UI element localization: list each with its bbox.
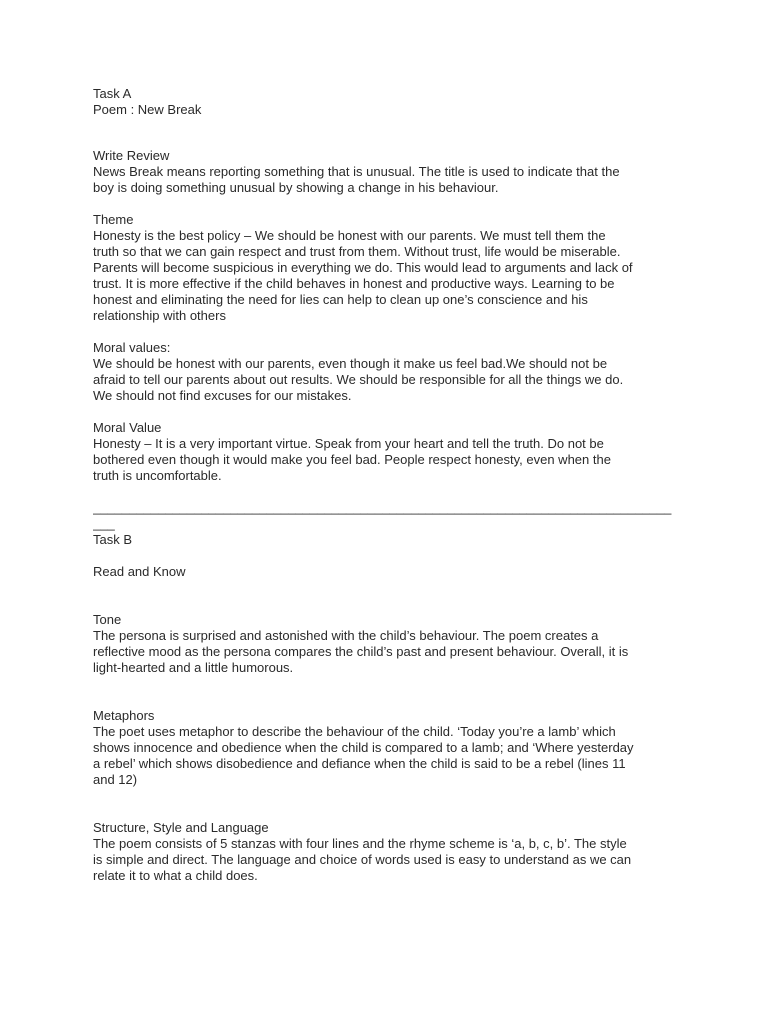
paragraph-line: truth is uncomfortable.	[93, 468, 222, 483]
document-body	[93, 86, 673, 884]
paragraph-line: We should be honest with our parents, even though it make us feel bad.We should not be	[93, 356, 608, 371]
paragraph-line: Honesty – It is a very important virtue. Speak from your heart and tell the truth. Do not be	[93, 436, 604, 451]
paragraph-line: The poet uses metaphor to describe the behaviour of the child. ‘Today you’re a lamb’ which	[93, 724, 616, 739]
section-structure-style-language	[93, 820, 673, 884]
separator-line: ___	[93, 516, 115, 531]
section-heading: Structure, Style and Language	[93, 820, 269, 835]
paragraph-line: light-hearted and a little humorous.	[93, 660, 294, 675]
section-heading: Write Review	[93, 148, 170, 163]
paragraph-line: bothered even though it would make you feel bad. People respect honesty, even when the	[93, 452, 611, 467]
task-a-title: Task A	[93, 86, 132, 101]
paragraph-line: is simple and direct. The language and choice of words used is easy to understand as we can	[93, 852, 632, 867]
paragraph-line: reflective mood as the persona compares the child’s past and present behaviour. Overall, it is	[93, 644, 629, 659]
paragraph-line: The poem consists of 5 stanzas with four lines and the rhyme scheme is ‘a, b, c, b’. The style	[93, 836, 627, 851]
paragraph-line: The persona is surprised and astonished with the child’s behaviour. The poem creates a	[93, 628, 599, 643]
paragraph-line: Parents will become suspicious in everything we do. This would lead to arguments and lack of	[93, 260, 633, 275]
paragraph-line: and 12)	[93, 772, 138, 787]
paragraph-line: honest and eliminating the need for lies can help to clean up one’s conscience and his	[93, 292, 588, 307]
task-b-subtitle: Read and Know	[93, 564, 186, 579]
paragraph-line: Honesty is the best policy – We should be honest with our parents. We must tell them the	[93, 228, 606, 243]
paragraph-line: News Break means reporting something that is unusual. The title is used to indicate that the	[93, 164, 620, 179]
paragraph-line: afraid to tell our parents about out results. We should be responsible for all the things we do.	[93, 372, 624, 387]
section-theme	[93, 212, 673, 324]
paragraph-line: We should not find excuses for our mistakes.	[93, 388, 352, 403]
section-moral-values	[93, 340, 673, 404]
paragraph-line: truth so that we can gain respect and trust from them. Without trust, life would be miserable.	[93, 244, 621, 259]
section-heading: Moral values:	[93, 340, 171, 355]
section-write-review	[93, 148, 673, 196]
poem-title: Poem : New Break	[93, 102, 202, 117]
section-heading: Moral Value	[93, 420, 162, 435]
paragraph-line: relate it to what a child does.	[93, 868, 258, 883]
paragraph-line: relationship with others	[93, 308, 226, 323]
task-b-title: Task B	[93, 532, 133, 547]
section-metaphors	[93, 708, 673, 788]
section-heading: Theme	[93, 212, 134, 227]
section-heading: Tone	[93, 612, 122, 627]
section-heading: Metaphors	[93, 708, 155, 723]
section-moral-value	[93, 420, 673, 484]
separator-line: ________________________________________________________________________________	[93, 500, 672, 515]
paragraph-line: boy is doing something unusual by showing a change in his behaviour.	[93, 180, 499, 195]
section-tone	[93, 612, 673, 676]
paragraph-line: trust. It is more effective if the child behaves in honest and productive ways. Learning to be	[93, 276, 615, 291]
paragraph-line: shows innocence and obedience when the child is compared to a lamb; and ‘Where yesterday	[93, 740, 634, 755]
section-separator	[93, 500, 673, 532]
paragraph-line: a rebel’ which shows disobedience and defiance when the child is said to be a rebel (lines 11	[93, 756, 626, 771]
